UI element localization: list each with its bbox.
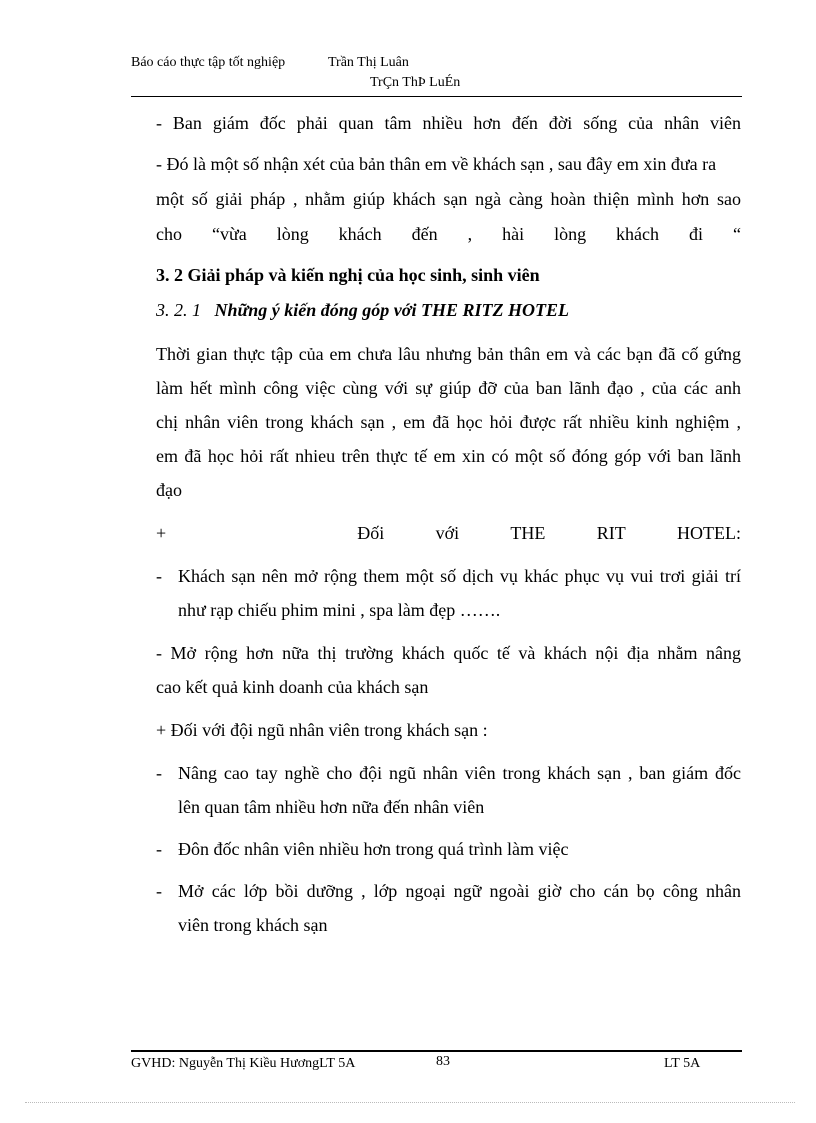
header-report-title: Báo cáo thực tập tốt nghiệp: [131, 55, 286, 70]
bullet-line: Đôn đốc nhân viên nhiều hơn trong quá trình làm việc: [178, 839, 569, 859]
hotel-heading: [156, 522, 741, 544]
section-heading: 3. 2 Giải pháp và kiến nghị của học sinh, sinh viên: [156, 265, 540, 285]
hotel-heading-word: HOTEL:: [677, 523, 741, 543]
bullet-line: lên quan tâm nhiều hơn nữa đến nhân viên: [178, 797, 485, 817]
header-author: Trần Thị Luân: [328, 55, 409, 70]
body-line: đạo: [156, 480, 182, 500]
staff-heading: + Đối với đội ngũ nhân viên trong khách sạn :: [156, 720, 488, 740]
body-line: - Đó là một số nhận xét của bản thân em về khách sạn , sau đây em xin đưa ra: [156, 154, 717, 174]
body-line: làm hết mình công việc cùng với sự giúp đỡ của ban lãnh đạo , của các anh: [156, 378, 741, 398]
header-author-garbled: TrÇn ThÞ LuÉn: [370, 75, 461, 90]
bullet-dash: -: [156, 566, 162, 586]
bullet-dash: -: [156, 839, 162, 859]
subsection-heading: [156, 299, 741, 321]
bullet-line: Khách sạn nên mở rộng them một số dịch vụ khác phục vụ vui trơi giải trí: [178, 566, 741, 586]
footer-class-code: LT 5A: [664, 1056, 701, 1071]
body-line: cho “vừa lòng khách đến , hài lòng khách đi “: [156, 224, 741, 244]
body-line: Thời gian thực tập của em chưa lâu nhưng bản thân em và các bạn đã cố gứng: [156, 344, 741, 364]
bullet-line: cao kết quả kinh doanh của khách sạn: [156, 677, 429, 697]
subsection-number: 3. 2. 1: [156, 300, 201, 320]
footer-advisor: GVHD: Nguyễn Thị Kiều HươngLT 5A: [131, 1056, 356, 1071]
page-boundary-dotted-line: [25, 1102, 795, 1103]
header-rule: [131, 96, 742, 97]
bullet-dash: -: [156, 881, 162, 901]
bullet-line: như rạp chiếu phim mini , spa làm đẹp …….: [178, 600, 501, 620]
hotel-heading-word: với: [435, 523, 460, 543]
subsection-title: Những ý kiến đóng góp với THE RITZ HOTEL: [214, 300, 569, 320]
body-line: chị nhân viên trong khách sạn , em đã học hỏi được rất nhiều kinh nghiệm ,: [156, 412, 741, 432]
bullet-line: - Mở rộng hơn nữa thị trường khách quốc tế và khách nội địa nhằm nâng: [156, 643, 741, 663]
body-line: - Ban giám đốc phải quan tâm nhiều hơn đến đời sống của nhân viên: [156, 113, 741, 133]
hotel-heading-word: THE: [510, 523, 546, 543]
bullet-line: Nâng cao tay nghề cho đội ngũ nhân viên trong khách sạn , ban giám đốc: [178, 763, 741, 783]
bullet-line: Mở các lớp bồi dưỡng , lớp ngoại ngữ ngoài giờ cho cán bọ công nhân: [178, 881, 741, 901]
page-number: 83: [436, 1054, 450, 1069]
body-line: một số giải pháp , nhằm giúp khách sạn ngà càng hoàn thiện mình hơn sao: [156, 189, 741, 209]
footer-rule: [131, 1050, 742, 1052]
bullet-line: viên trong khách sạn: [178, 915, 328, 935]
hotel-heading-word: RIT: [596, 523, 626, 543]
body-line: em đã học hỏi rất nhieu trên thực tế em xin có một số đóng góp với ban lãnh: [156, 446, 741, 466]
plus-marker: +: [156, 523, 167, 543]
bullet-dash: -: [156, 763, 162, 783]
hotel-heading-word: Đối: [357, 523, 385, 543]
